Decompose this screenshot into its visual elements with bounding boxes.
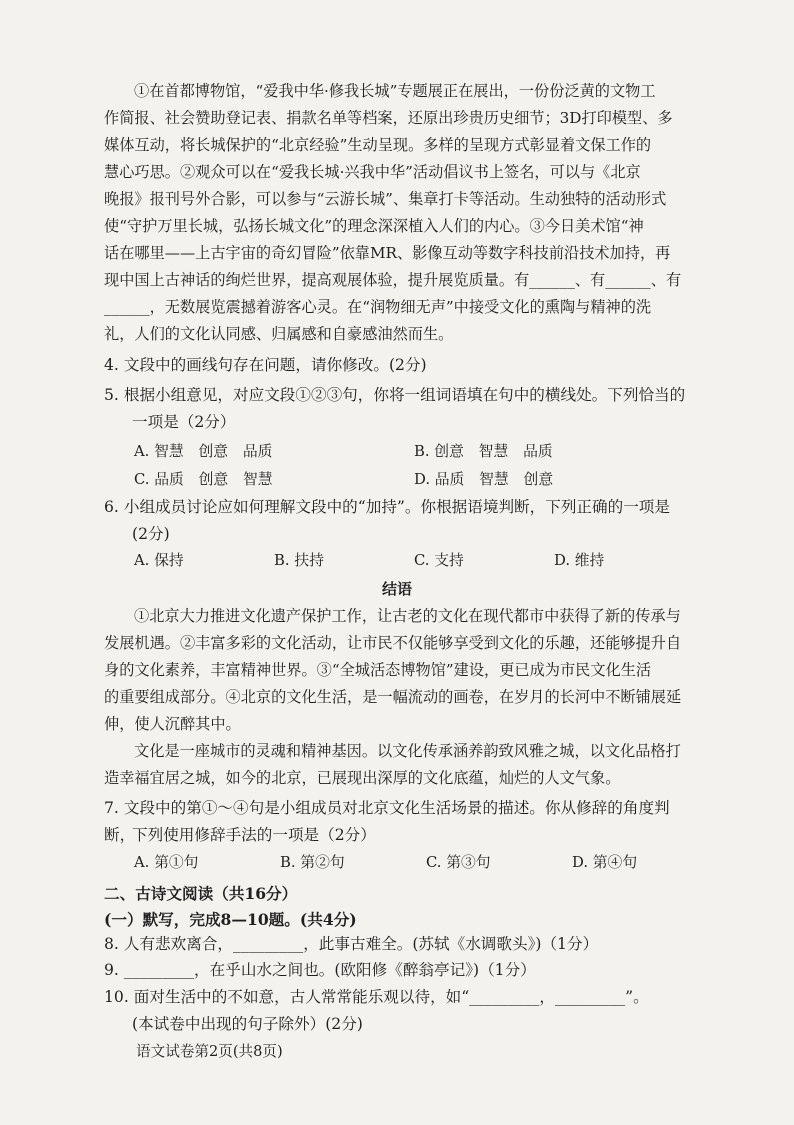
passage-line: ①在首都博物馆，“爱我中华·修我长城”专题展正在展出，一份份泛黄的文物工: [134, 82, 656, 100]
question-6-cont: (2分): [132, 525, 170, 543]
question-number: 10.: [104, 988, 129, 1006]
section-subtitle: (一）默写，完成8—10题。(共4分): [104, 910, 357, 929]
passage-line: 身的文化素养，丰富精神世界。③“全城活态博物馆”建设，更已成为市民文化生活: [104, 661, 652, 679]
option-a[interactable]: A. 保持: [134, 552, 184, 569]
question-9: [104, 957, 698, 984]
question-text: 根据小组意见，对应文段①②③句，你将一组词语填在句中的横线处。下列恰当的: [123, 386, 686, 404]
question-8: [104, 931, 698, 958]
passage-line: 造幸福宜居之城，如今的北京，已展现出深厚的文化底蕴，灿烂的人文气象。: [104, 769, 621, 787]
option-d[interactable]: D. 第④句: [572, 854, 638, 871]
passage-line: 文化是一座城市的灵魂和精神基因。以文化传承涵养韵致风雅之城，以文化品格打: [134, 742, 681, 760]
option-c[interactable]: C. 第③句: [426, 854, 491, 871]
passage-line: 发展机遇。②丰富多彩的文化活动，让市民不仅能够享受到文化的乐趣，还能够提升自: [104, 634, 682, 652]
question-text: 小组成员讨论应如何理解文段中的“加持”。你根据语境判断，下列正确的一项是: [123, 498, 670, 516]
question-10: [104, 984, 704, 1011]
passage-line: 现中国上古神话的绚烂世界，提高观展体验，提升展览质量。有______、有______、有: [104, 271, 682, 289]
passage-line: 话在哪里——上古宇宙的奇幻冒险”依靠MR、影像互动等数字科技前沿技术加持，再: [104, 244, 671, 262]
passage-line: 的重要组成部分。④北京的文化生活，是一幅流动的画卷，在岁月的长河中不断铺展延: [104, 688, 682, 706]
page-footer: 语文试卷第2页(共8页): [136, 1043, 283, 1060]
question-text: _________，在乎山水之间也。(欧阳修《醉翁亭记》)（1分）: [123, 961, 536, 979]
option-b[interactable]: B. 创意 智慧 品质: [414, 443, 553, 460]
question-4: [104, 352, 698, 379]
section-title: 二、古诗文阅读（共16分）: [104, 884, 298, 903]
passage-line: 媒体互动，将长城保护的“北京经验”生动呈现。多样的呈现方式彰显着文保工作的: [104, 136, 652, 154]
option-b[interactable]: B. 扶持: [274, 552, 324, 569]
question-6-options: [134, 549, 694, 573]
question-5-options: [134, 440, 694, 492]
option-d[interactable]: D. 品质 智慧 创意: [414, 471, 554, 488]
passage-line: 礼，人们的文化认同感、归属感和自豪感油然而生。: [104, 325, 454, 343]
option-d[interactable]: D. 维持: [554, 552, 605, 569]
question-number: 6.: [104, 498, 119, 516]
passage-line: 晚报》报刊号外合影，可以参与“云游长城”、集章打卡等活动。生动独特的活动形式: [104, 190, 667, 208]
question-number: 7.: [104, 799, 119, 817]
question-7-options: [134, 851, 734, 875]
passage-line: 使“守护万里长城，弘扬长城文化”的理念深深植入人们的内心。③今日美术馆“神: [104, 217, 644, 235]
question-text: 文段中的第①～④句是小组成员对北京文化生活场景的描述。你从修辞的角度判断，: [104, 799, 670, 844]
option-c[interactable]: C. 品质 创意 智慧: [134, 471, 273, 488]
passage-line: 伸，使人沉醉其中。: [104, 715, 241, 733]
passage-line: ①北京大力推进文化遗产保护工作，让古老的文化在现代都市中获得了新的传承与: [134, 607, 681, 625]
option-a[interactable]: A. 第①句: [134, 854, 199, 871]
question-text: 面对生活中的不如意，古人常常能乐观以待，如“_________，_________”。: [133, 988, 649, 1006]
question-text: 文段中的画线句存在问题，请你修改。(2分): [123, 356, 427, 374]
passage-line: 慧心巧思。②观众可以在“爱我长城·兴我中华”活动倡议书上签名，可以与《北京: [104, 163, 641, 181]
passage-line: 作简报、社会赞助登记表、捐款名单等档案，还原出珍贵历史细节；3D打印模型、多: [104, 109, 673, 127]
section-heading: 结语: [381, 580, 412, 598]
option-c[interactable]: C. 支持: [414, 552, 464, 569]
question-6: [104, 494, 698, 521]
question-text: 人有悲欢离合，_________，此事古难全。(苏轼《水调歌头》)（1分）: [123, 935, 599, 953]
question-number: 9.: [104, 961, 119, 979]
passage-line: ______，无数展览震撼着游客心灵。在“润物细无声”中接受文化的熏陶与精神的洗: [104, 298, 652, 316]
option-a[interactable]: A. 智慧 创意 品质: [134, 443, 273, 460]
question-5: [104, 382, 698, 409]
question-7-cont: 下列使用修辞手法的一项是（2分）: [132, 826, 376, 844]
question-5-cont: 一项是（2分）: [132, 413, 236, 431]
question-number: 5.: [104, 386, 119, 404]
question-number: 8.: [104, 935, 119, 953]
option-b[interactable]: B. 第②句: [280, 854, 345, 871]
question-10-cont: (本试卷中出现的句子除外）(2分): [132, 1015, 363, 1033]
question-number: 4.: [104, 356, 119, 374]
